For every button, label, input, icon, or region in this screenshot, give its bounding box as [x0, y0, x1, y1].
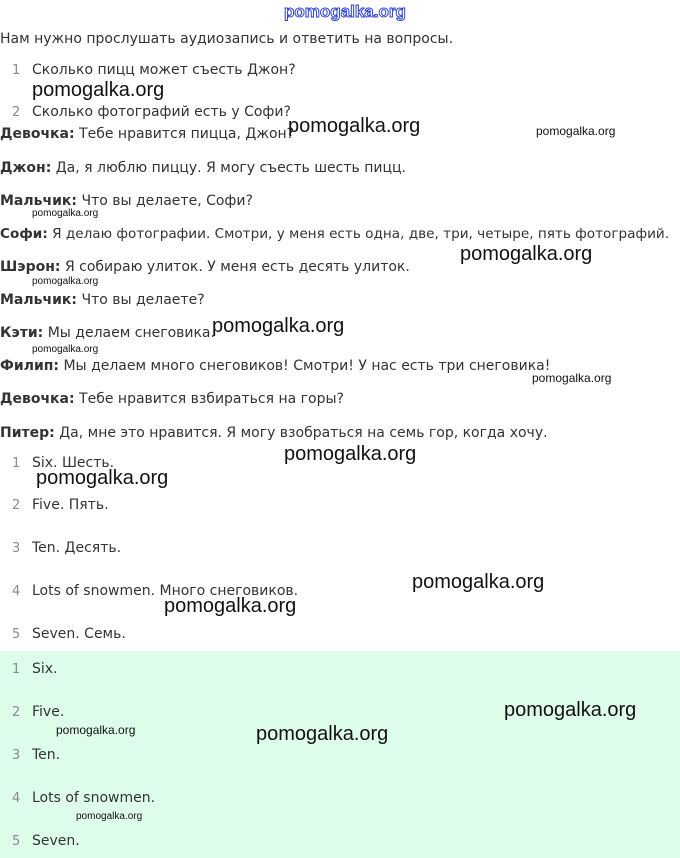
answer-number: 3 — [12, 748, 21, 763]
answer-text: Lots of snowmen. — [32, 790, 156, 806]
dialogue-line — [0, 358, 550, 374]
watermark: pomogalka.org — [412, 571, 545, 593]
answer-number: 1 — [12, 456, 21, 471]
speaker-name: Шэрон: — [0, 259, 61, 275]
question-number: 1 — [12, 63, 21, 78]
line-text: Я собираю улиток. У меня есть десять улиток. — [60, 259, 410, 275]
dialogue-line — [0, 126, 294, 142]
watermark: pomogalka.org — [288, 115, 421, 137]
speaker-name: Джон: — [0, 160, 52, 176]
watermark: pomogalka.org — [256, 723, 389, 745]
watermark: pomogalka.org — [212, 315, 345, 337]
answer-text: Ten. Десять. — [32, 540, 122, 556]
dialogue-line — [0, 325, 215, 341]
question-number: 2 — [12, 105, 21, 120]
speaker-name: Девочка: — [0, 391, 75, 407]
speaker-name: Девочка: — [0, 126, 75, 142]
dialogue-line — [0, 391, 344, 407]
watermark: pomogalka.org — [460, 243, 593, 265]
line-text: Что вы делаете? — [77, 292, 205, 308]
speaker-name: Мальчик: — [0, 292, 78, 308]
line-text: Я делаю фотографии. Смотри, у меня есть одна, две, три, четыре, пять фотографий. — [47, 226, 670, 242]
dialogue-line — [0, 425, 548, 441]
watermark: pomogalka.org — [32, 344, 99, 355]
dialogue-line — [0, 259, 410, 275]
answer-text: Five. Пять. — [32, 497, 109, 513]
watermark: pomogalka.org — [32, 79, 165, 101]
answer-text: Lots of snowmen. Много снеговиков. — [32, 583, 299, 599]
answer-number: 5 — [12, 627, 21, 642]
watermark: pomogalka.org — [284, 443, 417, 465]
watermark: pomogalka.org — [504, 699, 637, 721]
answer-text: Ten. — [32, 747, 61, 763]
question-text: Сколько фотографий есть у Софи? — [32, 104, 291, 120]
dialogue-line — [0, 292, 205, 308]
watermark: pomogalka.org — [532, 371, 612, 385]
line-text: Тебе нравится взбираться на горы? — [74, 391, 344, 407]
question-text: Сколько пицц может съесть Джон? — [32, 62, 296, 78]
intro-text: Нам нужно прослушать аудиозапись и ответить на вопросы. — [0, 31, 454, 47]
speaker-name: Софи: — [0, 226, 48, 242]
dialogue-line — [0, 193, 253, 209]
speaker-name: Мальчик: — [0, 193, 78, 209]
speaker-name: Питер: — [0, 425, 55, 441]
watermark: pomogalka.org — [32, 276, 99, 287]
line-text: Да, я люблю пиццу. Я могу съесть шесть пицц. — [51, 160, 406, 176]
answer-number: 2 — [12, 498, 21, 513]
dialogue-line — [0, 226, 669, 242]
dialogue-line — [0, 160, 406, 176]
line-text: Мы делаем снеговика. — [43, 325, 215, 341]
speaker-name: Филип: — [0, 358, 60, 374]
speaker-name: Кэти: — [0, 325, 44, 341]
answer-number: 2 — [12, 705, 21, 720]
answer-text: Five. — [32, 704, 65, 720]
watermark: pomogalka.org — [56, 723, 136, 737]
watermark-top: pomogalka.org — [284, 2, 406, 21]
answer-number: 5 — [12, 834, 21, 849]
answer-number: 4 — [12, 584, 21, 599]
watermark: pomogalka.org — [164, 595, 297, 617]
line-text: Что вы делаете, Софи? — [77, 193, 253, 209]
answer-text: Seven. — [32, 833, 80, 849]
line-text: Мы делаем много снеговиков! Смотри! У нас есть три снеговика! — [59, 358, 551, 374]
answer-box — [0, 651, 680, 858]
answer-number: 4 — [12, 791, 21, 806]
line-text: Тебе нравится пицца, Джон? — [74, 126, 295, 142]
answer-text: Seven. Семь. — [32, 626, 126, 642]
watermark: pomogalka.org — [32, 208, 99, 219]
line-text: Да, мне это нравится. Я могу взобраться на семь гор, когда хочу. — [54, 425, 548, 441]
answer-number: 1 — [12, 662, 21, 677]
watermark: pomogalka.org — [76, 811, 143, 822]
answer-text: Six. — [32, 661, 58, 677]
answer-text: Six. Шесть. — [32, 455, 115, 471]
watermark: pomogalka.org — [536, 124, 616, 138]
watermark: pomogalka.org — [36, 467, 169, 489]
answer-number: 3 — [12, 541, 21, 556]
